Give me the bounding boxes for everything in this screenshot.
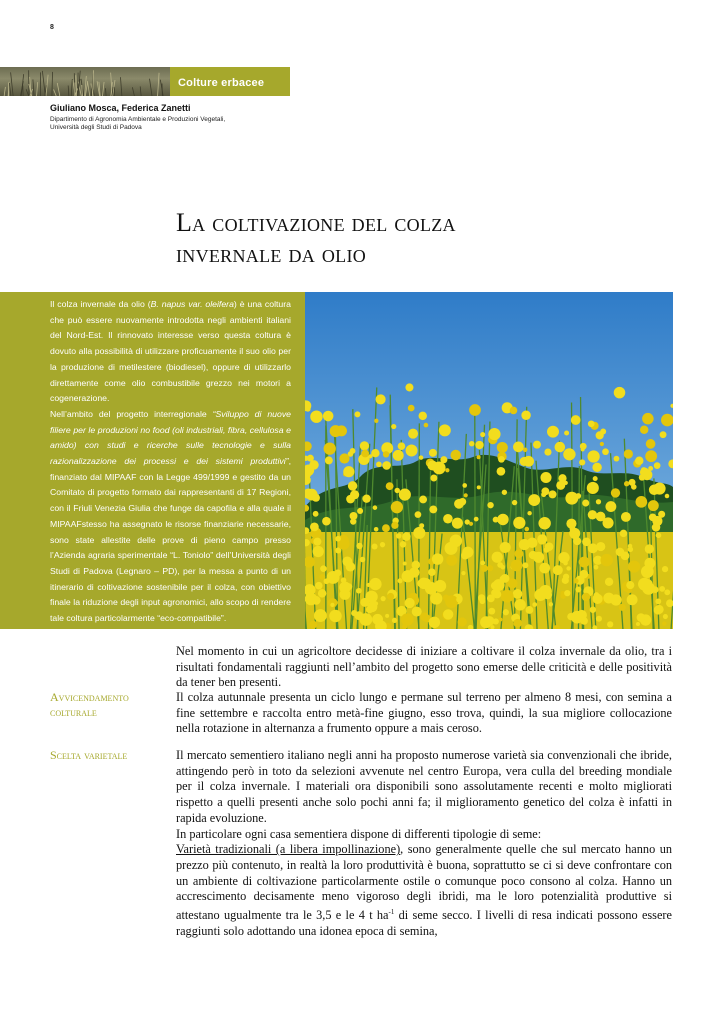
affiliation: [50, 116, 280, 132]
scelta-paragraph-3: [176, 842, 672, 939]
abstract-paragraph: [50, 407, 291, 627]
intro-paragraph: [176, 644, 672, 691]
sidehead-line: Avvicendamento: [50, 690, 129, 704]
section-header-banner: [0, 67, 290, 96]
avvicendamento-section: [176, 690, 672, 737]
scelta-paragraph-1: Il mercato sementiero italiano negli anni ha proposto numerose varietà sia convenzionali che ibride, attingendo però in toto da selezioni avvenute nel centro Europa, vera culla del breeding mondiale per il colza invernale. I materiali ora disponibili sono assolutamente recenti e molto migliorati rispetto a quelli presenti anche solo pochi anni fa; il miglioramento genetico del colza è infatti in rapida evoluzione.: [176, 748, 672, 825]
title-line: invernale da olio: [176, 239, 367, 268]
species-name: B. napus var. oleifera: [150, 299, 234, 309]
scelta-varietale-section: [176, 748, 672, 940]
authors: Giuliano Mosca, Federica Zanetti: [50, 103, 191, 113]
page-number: 8: [50, 24, 54, 31]
sidehead-line: colturale: [50, 705, 97, 719]
abstract-text: , finanziato dal MIPAAF con la Legge 499/1999 e gestito da un Comitato di progetto formato dai rappresentanti di 17 Regioni, con il Friuli Venezia Giulia che funge da capofila e alla quale il MIPAAFstesso ha assegnato le risorse finanziarie necessarie, sono state allestite delle prove di pieno campo presso l’Azienda agraria sperimentale “L. Toniolo” dell’Università degli Studi di Padova (Legnaro – PD), per la messa a punto di un itinerario di coltivazione sostenibile per il colza, con obiettivo finale la riduzione degli input agronomici, allo scopo di rendere tale coltura particolarmente “eco-compatibile”.: [50, 456, 291, 624]
superscript: -1: [388, 908, 395, 917]
scelta-text: , sono generalmente quelle che sul mercato hanno un prezzo più contenuto, in realtà la loro produttività è buona, soprattutto se ci si deve confrontare con un ambiente di coltivazione particolarmente ostile o comunque poco consono al colza. Hanno un accrescimento decisamente meno vigoroso degli ibridi, ma le loro potenzialità produttive si attestano ugualmente tra le 3,5 e le 4 t ha: [176, 842, 672, 923]
affiliation-line: Università degli Studi di Padova: [50, 124, 142, 131]
abstract-paragraph: [50, 297, 291, 407]
abstract-text: ) è una coltura che può essere nuovamente introdotta negli ambienti italiani del Nord-Est. Il rinnovato interesse verso questa coltura è dovuto alla possibilità di utilizzare proficuamente il suo olio per la produzione di metilestere (biodiesel), oppure di utilizzarlo direttamente come olio combustibile grezzo nei motori a cogenerazione.: [50, 299, 291, 404]
project-title: “Sviluppo di nuove filiere per le produzioni no food (oli industriali, fibra, cellulosa e amido) con studi e ricerche sulle tecnologie e sulla razionalizzazione dei processi e dei sistemi produttivi”: [50, 408, 291, 467]
article-title: [176, 207, 696, 269]
sidehead-scelta-varietale: Scelta varietale: [50, 748, 128, 762]
scelta-paragraph-2: In particolare ogni casa sementiera dispone di differenti tipologie di seme:: [176, 826, 542, 841]
avvicendamento-text: Il colza autunnale presenta un ciclo lungo e permane sul terreno per almeno 8 mesi, con semina a fine settembre e raccolta entro metà-fine giugno, esso trova, quindi, la sua migliore collocazione nella rotazione in alternanza a frumento oppure a mais ceroso.: [176, 690, 672, 736]
intro-text: Nel momento in cui un agricoltore decidesse di iniziare a coltivare il colza invernale da olio, tra i risultati fondamentali raggiunti nell’ambito del progetto sono emerse delle criticità e delle positività da tener ben presenti.: [176, 644, 672, 690]
variety-type-underlined: Varietà tradizionali (a libera impollinazione): [176, 842, 401, 857]
scelta-text: di seme secco. I livelli di resa indicati possono essere raggiunti solo adottando una idonea epoca di semina,: [176, 908, 672, 938]
abstract-text: Nell’ambito del progetto interregionale: [50, 408, 213, 419]
affiliation-line: Dipartimento di Agronomia Ambientale e Produzioni Vegetali,: [50, 116, 226, 123]
title-line: La coltivazione del colza: [176, 208, 456, 237]
sidehead-avvicendamento: [50, 690, 170, 720]
abstract-text: Il colza invernale da olio (: [50, 299, 151, 309]
section-tag: Colture erbacee: [170, 67, 290, 96]
rapeseed-field-photo: [305, 292, 673, 629]
abstract-box: [0, 292, 305, 629]
wheat-field-strip-image: [0, 67, 170, 96]
